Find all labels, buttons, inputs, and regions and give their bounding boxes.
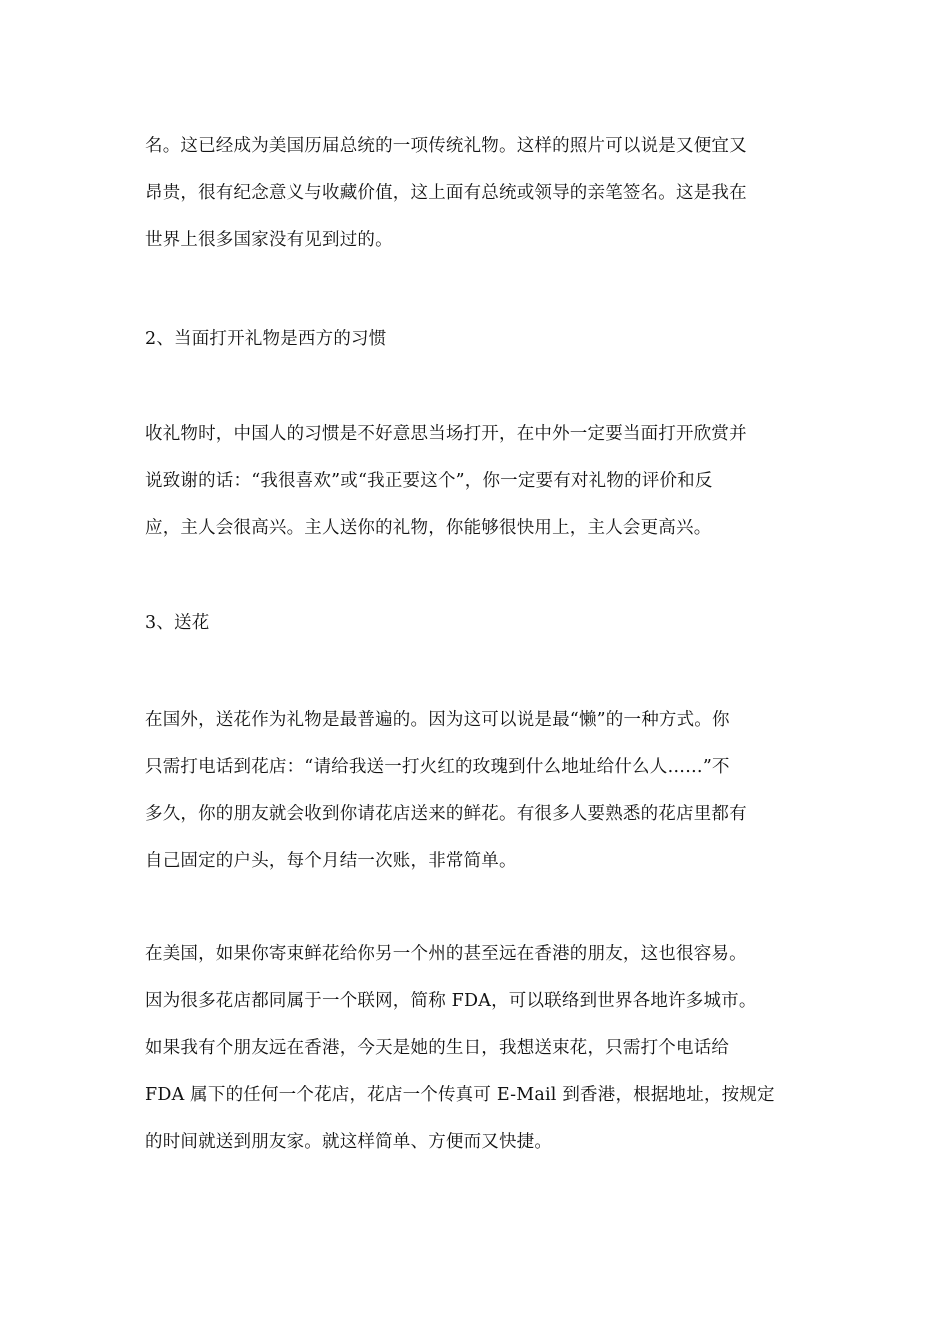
paragraph-flowers-usa (145, 944, 810, 1152)
section-heading-3 (145, 613, 810, 633)
section-heading-2 (145, 329, 810, 349)
text-line: 收礼物时，中国人的习惯是不好意思当场打开，在中外一定要当面打开欣赏并 (145, 424, 747, 444)
text-line: 的时间就送到朋友家。就这样简单、方便而又快捷。 (145, 1132, 553, 1152)
text-line: FDA 属下的任何一个花店，花店一个传真可 E-Mail 到香港，根据地址，按规定 (145, 1085, 775, 1105)
text-line: 应，主人会很高兴。主人送你的礼物，你能够很快用上，主人会更高兴。 (145, 518, 712, 538)
text-line: 世界上很多国家没有见到过的。 (145, 230, 393, 250)
text-line: 名。这已经成为美国历届总统的一项传统礼物。这样的照片可以说是又便宜又 (145, 136, 747, 156)
text-line: 因为很多花店都同属于一个联网，简称 FDA，可以联络到世界各地许多城市。 (145, 991, 757, 1011)
paragraph-open-gifts (145, 424, 810, 538)
text-line: 如果我有个朋友远在香港，今天是她的生日，我想送束花，只需打个电话给 (145, 1038, 730, 1058)
text-line: 自己固定的户头，每个月结一次账，非常简单。 (145, 851, 517, 871)
paragraph-flowers-abroad (145, 710, 810, 871)
heading-text: 2、当面打开礼物是西方的习惯 (145, 329, 387, 349)
text-line: 多久，你的朋友就会收到你请花店送来的鲜花。有很多人要熟悉的花店里都有 (145, 804, 747, 824)
text-line: 在美国，如果你寄束鲜花给你另一个州的甚至远在香港的朋友，这也很容易。 (145, 944, 747, 964)
heading-text: 3、送花 (145, 613, 210, 633)
text-line: 在国外，送花作为礼物是最普遍的。因为这可以说是最“懒”的一种方式。你 (145, 710, 730, 730)
paragraph-intro-continuation (145, 136, 810, 250)
text-line: 只需打电话到花店：“请给我送一打火红的玫瑰到什么地址给什么人……”不 (145, 757, 730, 777)
text-line: 昂贵，很有纪念意义与收藏价值，这上面有总统或领导的亲笔签名。这是我在 (145, 183, 747, 203)
text-line: 说致谢的话：“我很喜欢”或“我正要这个”，你一定要有对礼物的评价和反 (145, 471, 713, 491)
